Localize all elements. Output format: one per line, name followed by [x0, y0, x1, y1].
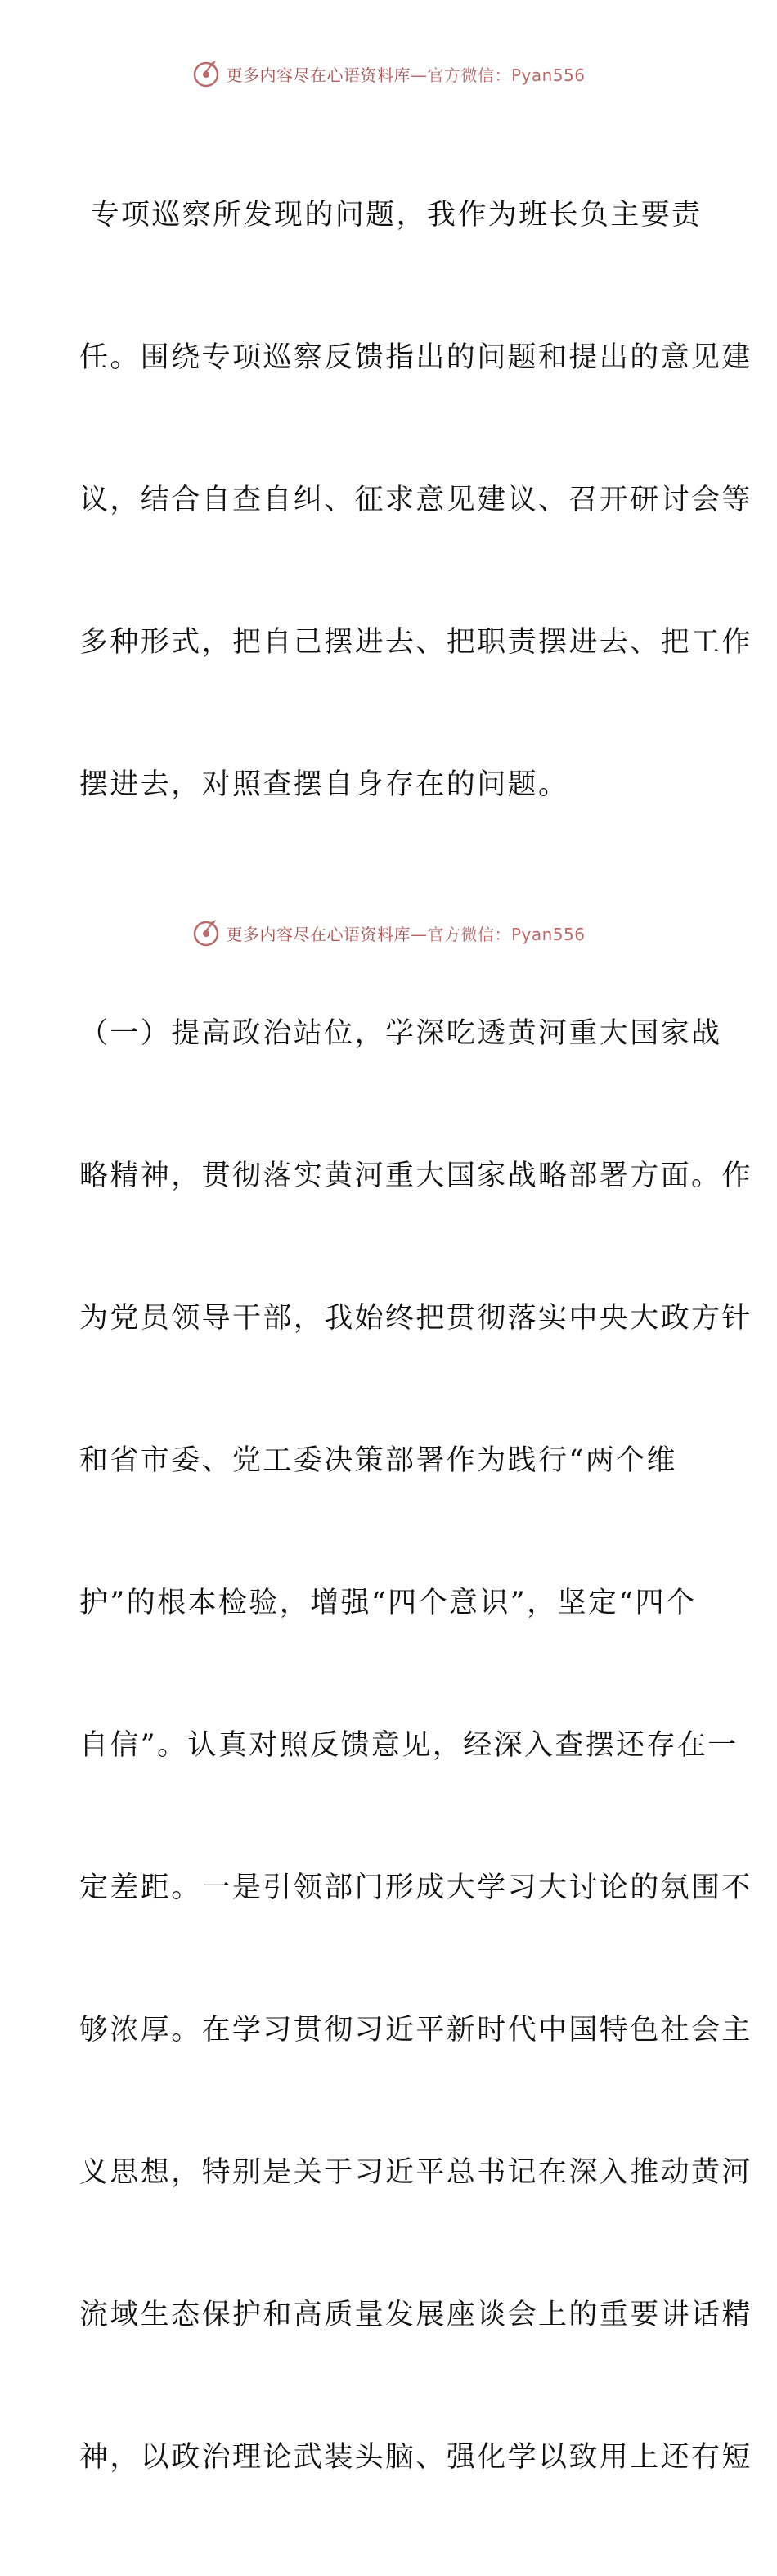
text-line: 定差距。一是引领部门形成大学习大讨论的氛围不: [79, 1871, 752, 1904]
text-line: 为党员领导干部，我始终把贯彻落实中央大政方针: [79, 1302, 752, 1335]
text-line: 多种形式，把自己摆进去、把职责摆进去、把工作: [79, 626, 752, 659]
header-banner: [0, 57, 777, 90]
quill-logo-icon: [191, 59, 221, 88]
text-line: 神，以政治理论武装头脑、强化学以致用上还有短: [79, 2441, 752, 2474]
text-line: 流域生态保护和高质量发展座谈会上的重要讲话精: [79, 2299, 752, 2331]
text-line: 专项巡察所发现的问题，我作为班长负主要责: [79, 199, 703, 232]
banner-text: 更多内容尽在心语资料库—官方微信：Pyan556: [226, 924, 586, 944]
text-line: 任。围绕专项巡察反馈指出的问题和提出的意见建: [79, 341, 752, 374]
text-line: 议，结合自查自纠、征求意见建议、召开研讨会等: [79, 484, 752, 516]
footer-banner: [0, 916, 777, 949]
text-line: 和省市委、党工委决策部署作为践行“两个维: [79, 1444, 677, 1477]
paragraph: [79, 97, 752, 903]
text-line: 够浓厚。在学习贯彻习近平新时代中国特色社会主: [79, 2014, 752, 2047]
document-body: [79, 97, 752, 2576]
text-line: 略精神，贯彻落实黄河重大国家战略部署方面。作: [79, 1160, 752, 1192]
quill-logo-icon: [191, 918, 221, 948]
paragraph: [79, 915, 752, 2576]
text-line: 义思想，特别是关于习近平总书记在深入推动黄河: [79, 2156, 752, 2189]
text-line: 摆进去，对照查摆自身存在的问题。: [79, 768, 569, 801]
text-line: 护”的根本检验，增强“四个意识”，坚定“四个: [79, 1587, 697, 1619]
banner-text: 更多内容尽在心语资料库—官方微信：Pyan556: [226, 65, 586, 85]
text-line: 自信”。认真对照反馈意见，经深入查摆还存在一: [79, 1729, 739, 1762]
text-line: （一）提高政治站位，学深吃透黄河重大国家战: [79, 1017, 722, 1050]
